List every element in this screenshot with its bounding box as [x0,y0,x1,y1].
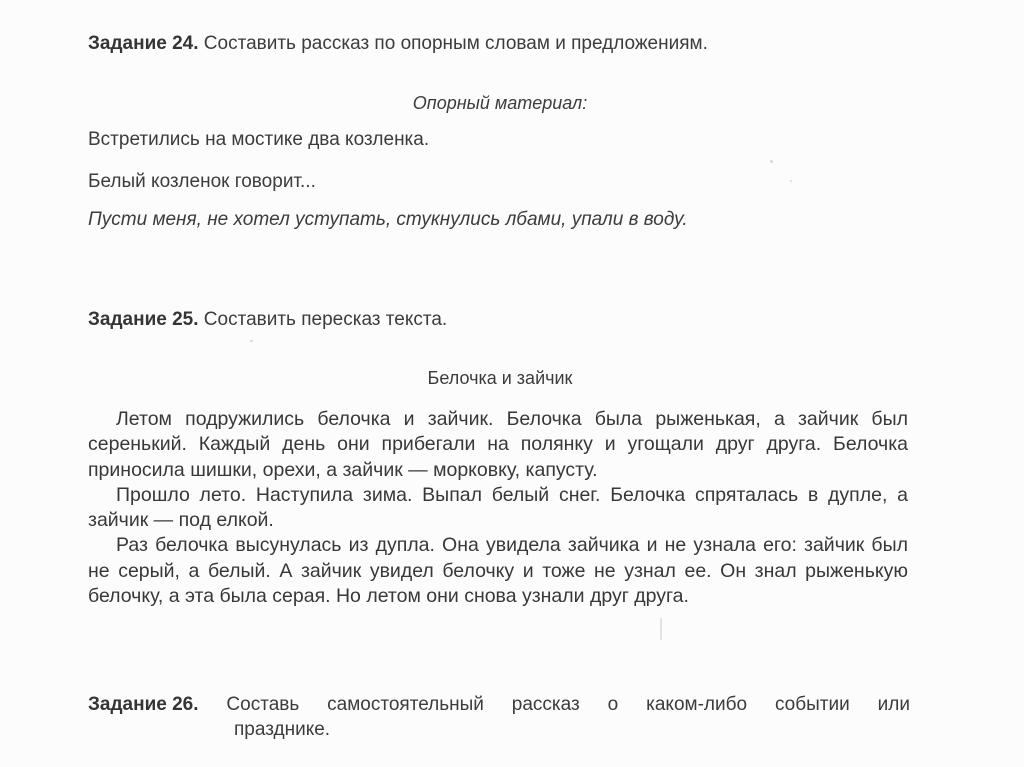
task26-number: Задание 26. [88,694,199,715]
task26-word: или [877,694,910,715]
task26-word: рассказ [511,694,580,715]
task24-header [88,32,708,56]
scan-speck [250,340,253,342]
task24-instruction: Составить рассказ по опорным словам и предложениям. [203,33,708,54]
task26-word: о [607,694,619,715]
task25-instruction: Составить пересказ текста. [203,309,448,330]
task24-number: Задание 24. [88,33,199,54]
task25-number: Задание 25. [88,309,199,330]
task24-keywords: Пусти меня, не хотел уступать, стукнулись лбами, упали в воду. [88,209,688,230]
task26-word: событии [774,694,850,715]
scan-speck [770,160,773,163]
task26-continuation: празднике. [234,719,331,740]
task26-word: каком-либо [646,694,748,715]
task24-line-2: Белый козленок говорит... [88,171,316,192]
story-paragraph-2: Прошло лето. Наступила зима. Выпал белый снег. Белочка спряталась в дупле, а зайчик — под елкой. [88,483,908,532]
task24-line-1: Встретились на мостике два козленка. [88,129,430,150]
task26 [88,692,910,742]
task26-first-line [88,692,910,717]
task25-header [88,308,447,332]
scan-speck [790,180,792,182]
story-text [88,407,908,609]
story-title: Белочка и зайчик [427,368,573,388]
task24-support-heading: Опорный материал: [412,93,588,113]
story-paragraph-3: Раз белочка высунулась из дупла. Она увидела зайчика и не узнала его: зайчик был не серый, а белый. А зайчик увидел белочку и тоже не узнал ее. Он знал рыженькую белочку, а эта была серая. Но летом они снова узнали друг друга. [88,534,908,608]
story-paragraph-1: Летом подружились белочка и зайчик. Белочка была рыженькая, а зайчик был серенький. Каждый день они прибегали на полянку и угощали друг друга. Белочка приносила шишки, орехи, а зайчик — морковку, капусту. [88,408,908,481]
task26-word: Составь [226,694,300,715]
task26-word: самостоятельный [327,694,484,715]
scan-speck [660,618,662,640]
